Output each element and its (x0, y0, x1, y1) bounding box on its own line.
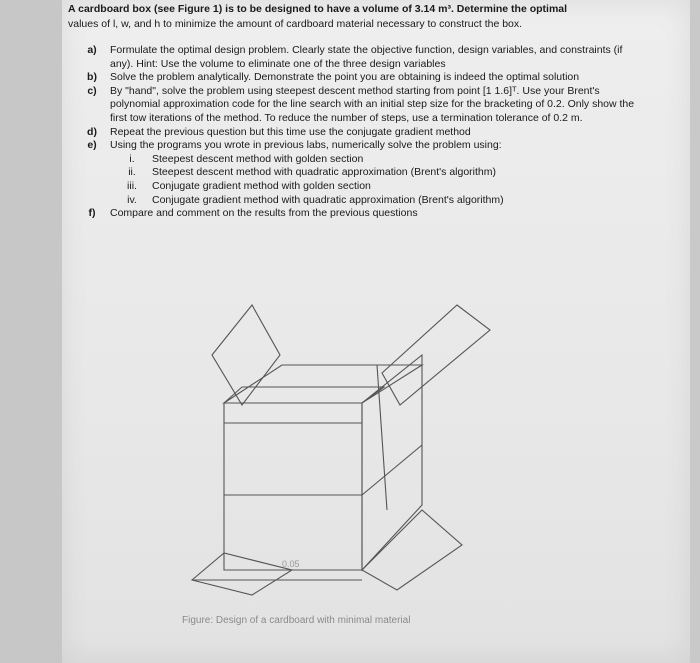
subquestion-label: iv. (127, 193, 137, 206)
question-text: Solve the problem analytically. Demonstrate the point you are obtaining is indeed the optimal solution (110, 71, 580, 84)
question-text: By "hand", solve the problem using steepest descent method starting from point [1 1.6]ᵀ. Use your Brent's polynomial approximation code for the line search with an initial step size for the bracketing of 0.2. Only show the first tow iterations of the method. To reduce the number of steps, use a termination tolerance of 0.2 m. (110, 84, 635, 124)
question-text: Compare and comment on the results from the previous questions (110, 207, 418, 220)
question-label: d) (87, 125, 97, 138)
question-label: c) (87, 84, 97, 97)
subquestion-text: Steepest descent method with quadratic approximation (Brent's algorithm) (152, 166, 497, 179)
subquestion-list (110, 153, 640, 207)
question-b (80, 71, 640, 85)
cardboard-box-figure (172, 295, 512, 610)
question-label: f) (88, 207, 96, 220)
question-label: b) (87, 71, 97, 84)
dimension-label: 0.05 (282, 559, 300, 569)
box-front-face (224, 403, 362, 570)
top-flap-front (224, 387, 384, 403)
question-a (80, 44, 640, 71)
background-margin (0, 0, 62, 663)
subquestion-ii (110, 166, 640, 180)
question-label: e) (87, 139, 97, 152)
intro-line-1: A cardboard box (see Figure 1) is to be designed to have a volume of 3.14 m³. Determine the optimal (68, 3, 568, 15)
box-top-rim (224, 365, 422, 403)
subquestion-iv (110, 194, 640, 208)
subquestion-i (110, 153, 640, 167)
top-flap-right (382, 305, 490, 405)
question-c (80, 85, 640, 126)
question-list (80, 44, 640, 221)
subquestion-label: iii. (127, 179, 137, 192)
problem-statement (68, 2, 668, 32)
fold-line-3 (362, 445, 422, 495)
top-flap-left (212, 305, 280, 405)
question-text: Repeat the previous question but this time use the conjugate gradient method (110, 125, 471, 138)
subquestion-iii (110, 180, 640, 194)
intro-line-2: values of l, w, and h to minimize the amount of cardboard material necessary to construct the box. (68, 18, 523, 30)
document-page (62, 0, 690, 663)
question-f (80, 207, 640, 221)
subquestion-label: ii. (128, 166, 136, 179)
question-text: Formulate the optimal design problem. Clearly state the objective function, design variables, and constraints (if any). Hint: Use the volume to eliminate one of the three design variables (110, 44, 623, 70)
subquestion-text: Conjugate gradient method with golden section (152, 179, 371, 192)
question-text: Using the programs you wrote in previous labs, numerically solve the problem using: (110, 139, 502, 152)
bottom-flap-right (362, 510, 462, 590)
question-e (80, 139, 640, 207)
question-d (80, 126, 640, 140)
subquestion-text: Conjugate gradient method with quadratic approximation (Brent's algorithm) (152, 193, 504, 206)
subquestion-text: Steepest descent method with golden section (152, 152, 364, 165)
question-label: a) (87, 44, 97, 56)
figure-caption: Figure: Design of a cardboard with minimal material (182, 615, 411, 626)
bottom-flap-left (192, 553, 292, 595)
subquestion-label: i. (129, 152, 135, 165)
